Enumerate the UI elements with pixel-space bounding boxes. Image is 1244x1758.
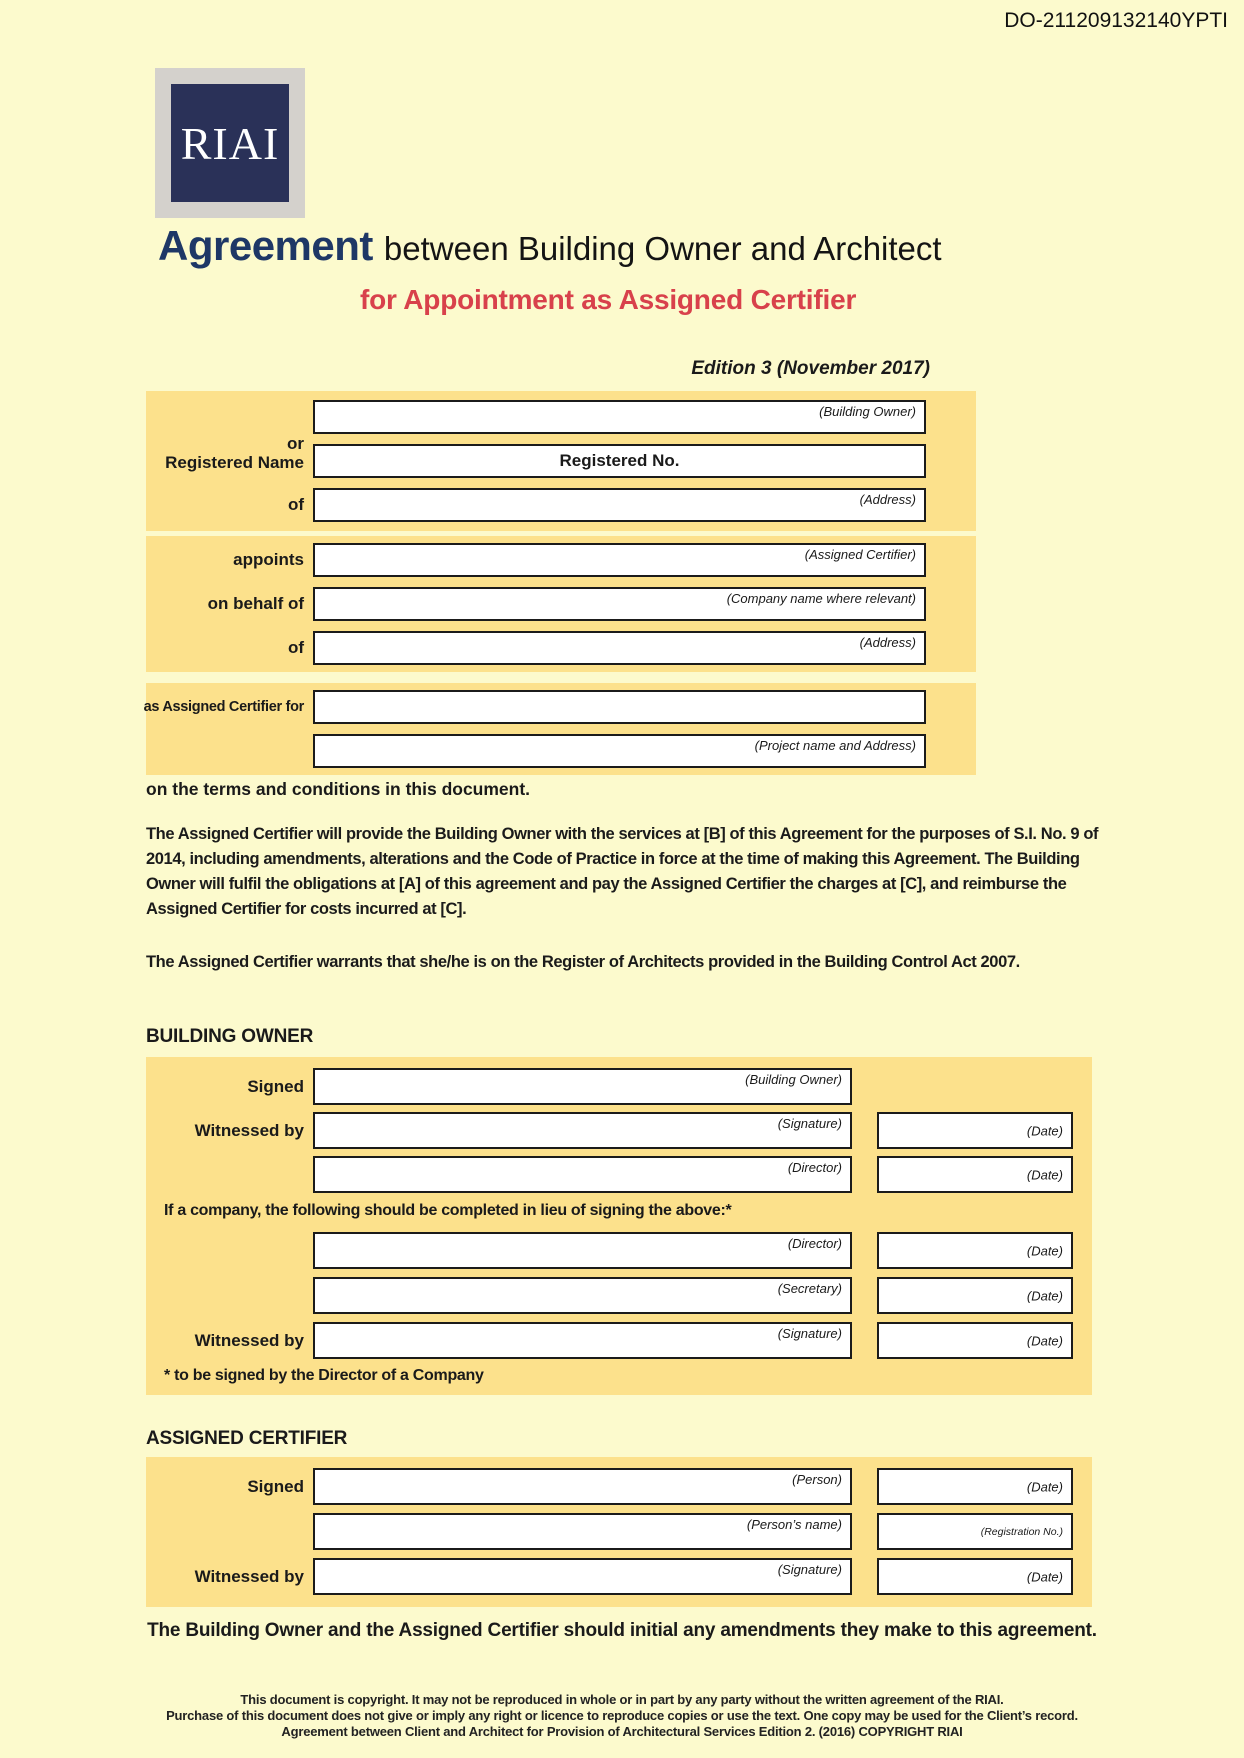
registered-name-label [146,434,313,478]
assigned-certifier-signature-block [146,1457,1092,1607]
company-signing-note: If a company, the following should be completed in lieu of signing the above:* [164,1202,732,1219]
bo-company-witness-signature-hint: (Signature) [777,1326,842,1341]
bo-secretary-field[interactable] [313,1277,852,1314]
bo-witness-row [146,1112,1092,1149]
appoints-row [146,543,976,577]
ac-witness-date-hint: (Date) [1026,1569,1063,1584]
owner-address-row [146,488,976,522]
bo-director-row [146,1156,1092,1193]
page-subtitle: for Appointment as Assigned Certifier [360,284,857,315]
company-name-field[interactable] [313,587,926,621]
ac-signed-field[interactable] [313,1468,852,1505]
riai-logo [155,68,305,218]
bo-company-director-date-field[interactable] [877,1232,1073,1269]
bo-secretary-date-hint: (Date) [1026,1288,1063,1303]
bo-secretary-field-hint: (Secretary) [777,1281,842,1296]
bo-company-witness-date-field[interactable] [877,1322,1073,1359]
copyright-line-1: This document is copyright. It may not be reproduced in whole or in part by any party without the written agreement of the RIAI. [240,1692,1004,1707]
certifier-address-field-hint: (Address) [859,635,916,650]
building-owner-field[interactable] [313,400,926,434]
ac-person-name-field[interactable] [313,1513,852,1550]
registered-name-row [146,434,976,478]
bo-director-date-field[interactable] [877,1156,1073,1193]
bo-company-director-field[interactable] [313,1232,852,1269]
building-owner-identity-block [146,391,976,531]
ac-person-name-hint: (Person’s name) [746,1517,842,1532]
empty-label-4 [146,1232,313,1269]
ac-witness-row [146,1558,1092,1595]
title-rest: between Building Owner and Architect [383,230,942,267]
building-owner-field-hint: (Building Owner) [819,404,916,419]
bo-witnessed-label: Witnessed by [194,1120,304,1140]
owner-address-field-hint: (Address) [859,492,916,507]
ac-signed-row [146,1468,1092,1505]
project-address-field-hint: (Project name and Address) [754,738,916,753]
bo-signed-label: Signed [247,1076,304,1096]
empty-label-6 [146,1513,313,1550]
project-address-field[interactable] [313,734,926,768]
ac-registration-no-hint: (Registration No.) [980,1525,1063,1538]
of-label: of [287,495,304,514]
document-reference-number: DO-211209132140YPTI [1004,9,1228,32]
of-label-2: of [287,638,304,657]
bo-company-director-hint: (Director) [787,1236,842,1251]
bo-director-field[interactable] [313,1156,852,1193]
registered-no-field[interactable] [313,444,926,478]
bo-secretary-row [146,1277,1092,1314]
on-behalf-row [146,587,976,621]
assigned-certifier-identity-block [146,536,976,672]
ac-signed-label: Signed [247,1476,304,1496]
bo-company-director-row [146,1232,1092,1269]
bo-director-field-hint: (Director) [787,1160,842,1175]
on-behalf-label: on behalf of [207,594,304,613]
building-owner-row [146,400,976,434]
bo-signed-row [146,1068,1092,1105]
terms-line: on the terms and conditions in this document. [146,779,531,799]
certifier-for-row [143,690,976,724]
bo-witness-signature-field[interactable] [313,1112,852,1149]
bo-secretary-date-field[interactable] [877,1277,1073,1314]
ac-signed-date-field[interactable] [877,1468,1073,1505]
bo-witness-date-field[interactable] [877,1112,1073,1149]
assigned-certifier-field[interactable] [313,543,926,577]
services-paragraph: The Assigned Certifier will provide the Building Owner with the services at [B] of this Agreement for the purposes of S.I. No. 9 of 2014, including amendments, alterations and the Code of Practice in force at the time of making this Agreement. The Building Owner will fulfil the obligations at [A] of this agreement and pay the Assigned Certifier the charges at [C], and reimburse the Assigned Certifier for costs incurred at [C]. [146,825,1099,918]
bo-witness-signature-hint: (Signature) [777,1116,842,1131]
registered-name-label-text: Registered Name [165,453,304,472]
riai-logo-text: RIAI [171,84,289,202]
registered-name-label-stack [165,434,304,472]
title-agreement-word: Agreement [158,222,373,269]
bo-company-director-date-hint: (Date) [1026,1243,1063,1258]
warranty-paragraph: The Assigned Certifier warrants that she/he is on the Register of Architects provided in the Building Control Act 2007. [146,953,1020,971]
bo-signed-field-hint: (Building Owner) [745,1072,842,1087]
copyright-line-3: Agreement between Client and Architect for Provision of Architectural Services Edition 2. (2016) COPYRIGHT RIAI [281,1724,963,1739]
page-title [158,222,942,270]
empty-label-2 [146,734,313,768]
building-owner-heading: BUILDING OWNER [146,1026,314,1047]
owner-address-field[interactable] [313,488,926,522]
project-block [143,683,976,775]
ac-name-row [146,1513,1092,1550]
bo-witnessed-label-2: Witnessed by [194,1330,304,1350]
certifier-for-label: as Assigned Certifier for [143,699,304,715]
project-address-row [146,734,976,768]
bo-signed-field[interactable] [313,1068,852,1105]
ac-registration-no-field[interactable] [877,1513,1073,1550]
empty-label-3 [146,1156,313,1193]
or-label: or [287,434,304,453]
ac-signed-field-hint: (Person) [792,1472,842,1487]
bo-director-date-hint: (Date) [1026,1167,1063,1182]
ac-witness-date-field[interactable] [877,1558,1073,1595]
amendments-note: The Building Owner and the Assigned Certifier should initial any amendments they make to this agreement. [147,1620,1097,1641]
copyright-footer [0,1692,1244,1740]
assigned-certifier-heading: ASSIGNED CERTIFIER [146,1428,348,1449]
ac-witness-signature-field[interactable] [313,1558,852,1595]
appoints-label: appoints [233,550,304,569]
assigned-certifier-field-hint: (Assigned Certifier) [804,547,916,562]
bo-company-witness-signature-field[interactable] [313,1322,852,1359]
ac-witness-signature-hint: (Signature) [777,1562,842,1577]
edition-line: Edition 3 (November 2017) [691,358,930,379]
bo-witness-date-hint: (Date) [1026,1123,1063,1138]
copyright-line-2: Purchase of this document does not give or imply any right or licence to reproduce copies or use the text. One copy may be used for the Client’s record. [166,1708,1078,1723]
empty-label [146,400,313,434]
director-signing-footnote: * to be signed by the Director of a Company [164,1367,484,1384]
bo-company-witness-row [146,1322,1092,1359]
registered-no-caption: Registered No. [559,451,680,470]
ac-signed-date-hint: (Date) [1026,1479,1063,1494]
building-owner-signature-block [146,1057,1092,1395]
certifier-address-field[interactable] [313,631,926,665]
bo-company-witness-date-hint: (Date) [1026,1333,1063,1348]
company-name-field-hint: (Company name where relevant) [726,591,916,606]
empty-label-5 [146,1277,313,1314]
certifier-address-row [146,631,976,665]
ac-witnessed-label: Witnessed by [194,1566,304,1586]
project-name-field[interactable] [313,690,926,724]
